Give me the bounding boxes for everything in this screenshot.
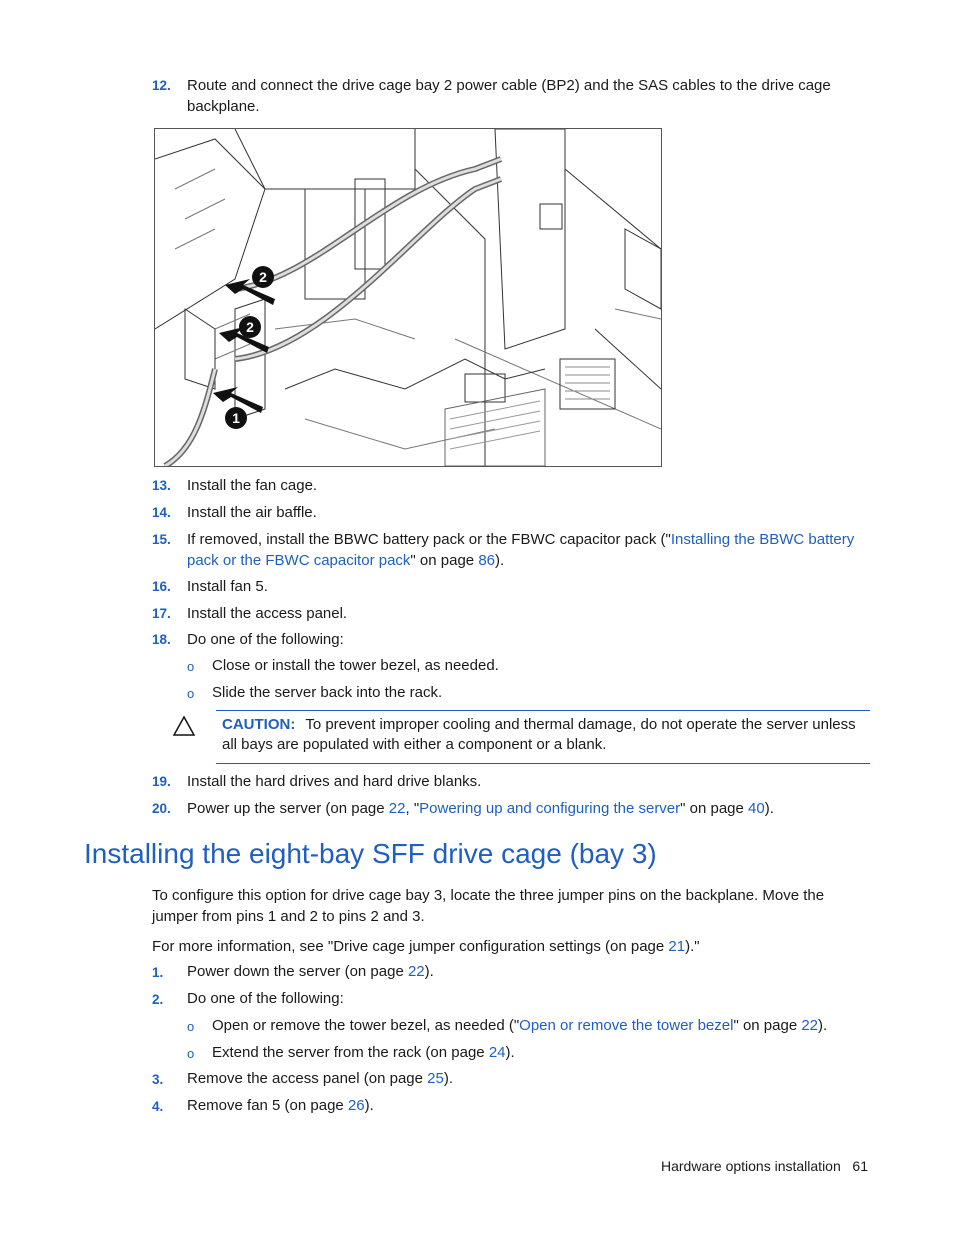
- callout-label: 1: [232, 410, 240, 426]
- sub-bullet: o: [187, 1019, 195, 1034]
- section-heading: Installing the eight-bay SFF drive cage (bay 3): [84, 838, 657, 869]
- info-paragraph: For more information, see "Drive cage jumper configuration settings (on page 21).": [152, 938, 700, 955]
- footer-section: Hardware options installation: [660, 1158, 841, 1174]
- step-text: Route and connect the drive cage bay 2 power cable (BP2) and the SAS cables to the drive cage backplane.: [187, 77, 831, 115]
- step-number: 14.: [152, 505, 171, 520]
- page-link[interactable]: 22: [407, 963, 425, 980]
- page-link[interactable]: 24: [488, 1044, 506, 1061]
- sub-step-text: Open or remove the tower bezel, as needed ("Open or remove the tower bezel" on page 22).: [212, 1017, 828, 1034]
- page-link[interactable]: 21: [668, 938, 686, 955]
- drive-cage-illustration: [155, 129, 661, 466]
- step-text: Install the access panel.: [187, 605, 348, 622]
- step-text: Power down the server (on page 22).: [187, 963, 434, 980]
- installation-figure: [154, 128, 662, 467]
- step-text: Install the air baffle.: [187, 504, 317, 521]
- step-number: 17.: [152, 606, 171, 621]
- step-number: 4.: [152, 1099, 164, 1114]
- step-number: 20.: [152, 801, 171, 816]
- step-number: 15.: [152, 532, 171, 547]
- step-text: Install fan 5.: [187, 578, 268, 595]
- step-number: 1.: [152, 965, 164, 980]
- page-link[interactable]: 26: [347, 1097, 365, 1114]
- callout-label: 2: [246, 319, 254, 335]
- tower-bezel-link[interactable]: Open or remove the tower bezel: [519, 1017, 734, 1034]
- page-link[interactable]: 22: [388, 800, 406, 817]
- step-text: Remove fan 5 (on page 26).: [187, 1097, 374, 1114]
- step-number: 2.: [152, 992, 164, 1007]
- step-text: Install the hard drives and hard drive blanks.: [187, 773, 482, 790]
- step-text: If removed, install the BBWC battery pack or the FBWC capacitor pack ("Installing the BBWC battery pack or the FBWC capacitor pack" on page 86).: [187, 531, 855, 569]
- step-text: Install the fan cage.: [187, 477, 318, 494]
- step-number: 19.: [152, 774, 171, 789]
- page-link[interactable]: 22: [801, 1017, 819, 1034]
- page-link[interactable]: 25: [427, 1070, 444, 1087]
- step-text: Remove the access panel (on page 25).: [187, 1070, 454, 1087]
- powering-up-link[interactable]: Powering up and configuring the server: [419, 800, 681, 817]
- page-link[interactable]: 40: [748, 800, 765, 817]
- step-number: 12.: [152, 78, 171, 93]
- step-number: 13.: [152, 478, 171, 493]
- sub-step-text: Close or install the tower bezel, as needed.: [212, 657, 499, 674]
- sub-bullet: o: [187, 686, 195, 701]
- page-link[interactable]: 86: [478, 551, 495, 569]
- sub-bullet: o: [187, 1046, 195, 1061]
- sub-bullet: o: [187, 659, 195, 674]
- page-footer: [661, 1158, 868, 1174]
- step-number: 3.: [152, 1072, 164, 1087]
- callout-label: 2: [259, 269, 267, 285]
- step-number: 16.: [152, 579, 171, 594]
- step-text: Power up the server (on page 22, "Powering up and configuring the server" on page 40).: [187, 800, 774, 817]
- step-text: Do one of the following:: [187, 631, 344, 648]
- caution-icon: [172, 715, 196, 737]
- sub-step-text: Slide the server back into the rack.: [212, 684, 443, 701]
- caution-text: CAUTION: To prevent improper cooling and thermal damage, do not operate the server unless all bays are populated with either a component or a blank.: [222, 716, 856, 753]
- sub-step-text: Extend the server from the rack (on page 24).: [212, 1044, 515, 1061]
- caution-label: CAUTION:: [222, 716, 296, 733]
- bbwc-fbwc-link[interactable]: Installing the BBWC battery pack or the FBWC capacitor pack: [187, 531, 855, 569]
- intro-paragraph: To configure this option for drive cage bay 3, locate the three jumper pins on the backplane. Move the jumper from pins 1 and 2 to pins 2 and 3.: [152, 887, 825, 925]
- step-text: Do one of the following:: [187, 990, 344, 1007]
- step-number: 18.: [152, 632, 171, 647]
- footer-page-number: 61: [852, 1158, 868, 1174]
